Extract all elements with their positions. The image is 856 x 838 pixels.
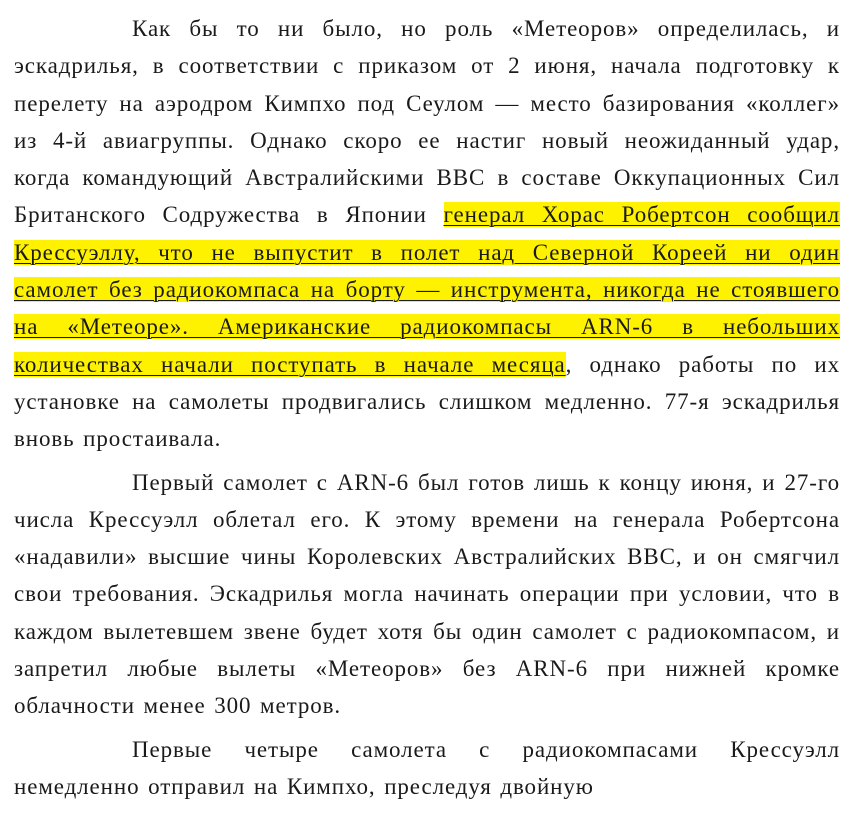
document-page [14,10,840,811]
paragraph: Первые четыре самолета с радиокомпасами Крессуэлл немедленно отправил на Кимпхо, преследуя двойную [14,736,840,799]
paragraph: Первый самолет с ARN-6 был готов лишь к концу июня, и 27-го числа Крессуэлл облетал его. К этому времени на генерала Робертсона «надавили» высшие чины Королевских Австралийских ВВС, и он смягчил свои требования. Эскадрилья могла начинать операции при условии, что в каждом вылетевшем звене будет хотя бы один самолет с радиокомпасом, и запретил любые вылеты «Метеоров» без ARN-6 при нижней кромке облачности менее 300 метров. [14,469,840,719]
highlighted-text[interactable]: генерал Хорас Робертсон сообщил Крессуэллу, что не выпустит в полет над Северной Кореей ни один самолет без радиокомпаса на борту — инструмента, никогда не стоявшего на «Метеоре». Американские радиокомпасы ARN-6 в небольших количествах начали поступать в начале месяца [14,202,840,377]
paragraph-text: Как бы то ни было, но роль «Метеоров» определилась, и эскадрилья, в соответствии с приказом от 2 июня, начала подготовку к перелету на аэродром Кимпхо под Сеулом — место базирования «коллег» из 4-й авиагруппы. Однако скоро ее настиг новый неожиданный удар, когда командующий Австралийскими ВВС в составе Оккупационных Сил Британского Содружества в Японии [14,16,840,228]
paragraph-text: , однако работы по их установке на самолеты продвигались слишком медленно. 77-я эскадрилья вновь простаивала. [14,351,840,452]
paragraph [14,10,840,458]
